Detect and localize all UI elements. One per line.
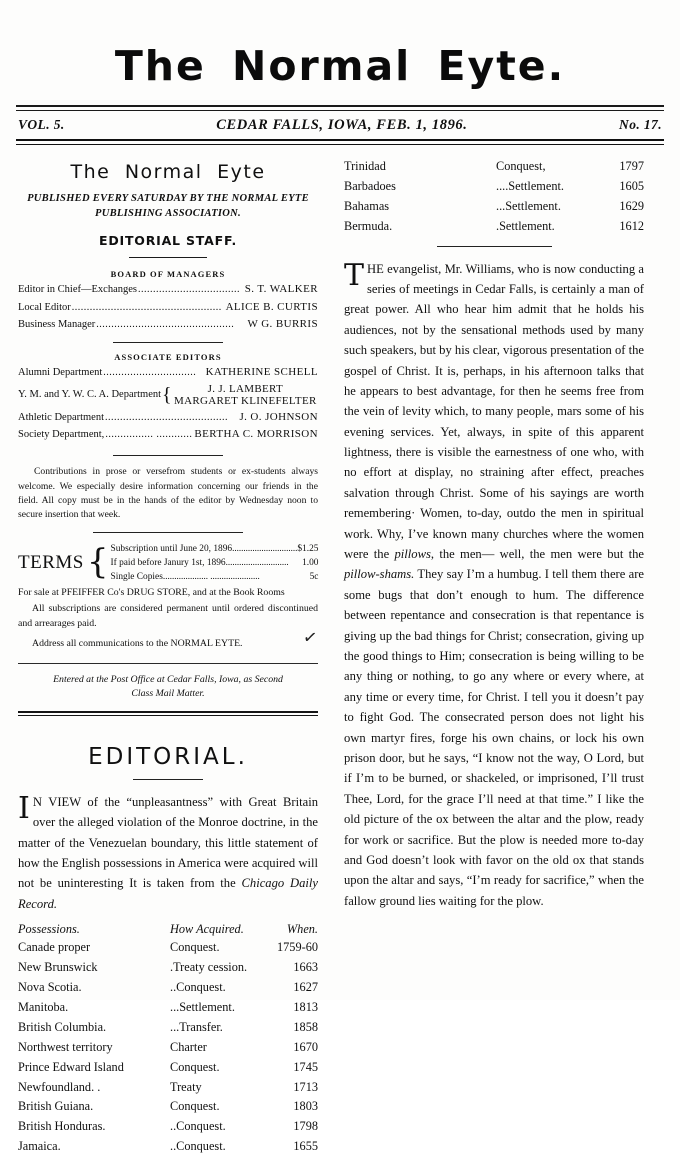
- table-row: [18, 1018, 318, 1038]
- table-row: [18, 1117, 318, 1137]
- place-date: CEDAR FALLS, IOWA, FEB. 1, 1896.: [216, 117, 468, 133]
- staff-divider: [129, 257, 207, 258]
- cell-place: Nova Scotia.: [18, 980, 82, 995]
- editorial-divider: [133, 779, 203, 780]
- staff-name: W G. BURRIS: [247, 317, 318, 330]
- terms-text: If paid before Janury 1st, 1896: [110, 557, 226, 568]
- contributions-divider: [113, 455, 223, 456]
- editorial-section-heading: EDITORIAL.: [88, 743, 248, 770]
- cell-when: 1655: [293, 1139, 318, 1154]
- paper-name-heading: The Normal Eyte: [70, 161, 266, 183]
- leader-dots: ................... ......................: [165, 570, 260, 581]
- table-header-row: [18, 921, 318, 938]
- cell-when: 1803: [293, 1099, 318, 1114]
- address-note: Address all communications to the NORMAL EYTE.: [32, 637, 243, 649]
- article-divider: [437, 246, 552, 247]
- cell-when: 1612: [619, 218, 644, 233]
- article-paragraph: [344, 259, 644, 912]
- possessions-table-continued: [344, 157, 644, 237]
- cell-place: Barbadoes: [344, 178, 396, 193]
- staff-row: [18, 299, 318, 316]
- table-row: [18, 1058, 318, 1078]
- article-text-part-1: HE evangelist, Mr. Williams, who is now conducting a series of meetings in Cedar Falls, is certainly a man of great power. All who hear him admit that he holds his audiences, not by the sensational methods used by many such speakers, but by his clear, vigorous presentation of the gospel of Christ. It is, perhaps, in his afternoon talks that he appears to best advantage, for then he seems free from the vein of levity which, to many people, mars some of his evening services. Yet, always, in spite of this apparent lightness, there is visible the earnestness of one who, with no effort at display, no straining after effect, preaches salvation through Christ. Some of his sayings are worth remembering· Women, to-day, outdo the men in spiritual work. Why, I’ve known many churches where the women were the: [344, 261, 644, 562]
- publication-line-2: PUBLISHING ASSOCIATION.: [95, 208, 241, 220]
- associate-divider: [113, 342, 223, 343]
- postal-entry-line-1: Entered at the Post Office at Cedar Falls, Iowa, as Second: [53, 673, 283, 685]
- cell-when: 1759-60: [277, 940, 318, 955]
- terms-line: [111, 542, 319, 556]
- staff-row: [18, 409, 318, 426]
- terms-line: [111, 570, 319, 584]
- leader-dots: .............................: [232, 542, 298, 553]
- staff-name-group: [173, 383, 318, 408]
- leader-dots: ..............................................: [96, 318, 235, 330]
- cell-how: ...Transfer.: [170, 1019, 223, 1034]
- cell-when: 1813: [293, 1000, 318, 1015]
- publication-statement: [18, 191, 318, 221]
- masthead: [0, 0, 680, 90]
- staff-role: Local Editor: [18, 301, 71, 313]
- terms-lines: [111, 542, 319, 584]
- ymca-staff-row: [18, 383, 318, 408]
- cell-when: 1629: [619, 198, 644, 213]
- postal-entry-line-2: Class Mail Matter.: [131, 688, 205, 700]
- staff-row: [18, 364, 318, 381]
- cell-when: 1745: [293, 1059, 318, 1074]
- staff-name: J. O. JOHNSON: [239, 410, 318, 423]
- table-row: [344, 217, 644, 237]
- editorial-paragraph: [18, 792, 318, 914]
- cell-when: 1663: [293, 960, 318, 975]
- terms-amount: 5c: [309, 571, 319, 582]
- page-title: The Normal Eyte.: [114, 42, 566, 90]
- terms-block: [18, 542, 318, 584]
- staff-role: Athletic Department: [18, 411, 105, 423]
- cell-when: 1670: [293, 1039, 318, 1054]
- entered-rule-bottom: [18, 711, 318, 716]
- cell-how: Conquest,: [496, 159, 546, 174]
- table-header: [18, 921, 318, 938]
- editorial-source: Chicago Daily Record.: [18, 876, 318, 911]
- volume-number: VOL. 5.: [18, 117, 65, 132]
- cell-place: Newfoundland. .: [18, 1079, 101, 1094]
- leader-dots: ...............................: [103, 367, 197, 379]
- cell-place: New Brunswick: [18, 960, 98, 975]
- drop-cap: T: [344, 257, 365, 293]
- terms-label: TERMS: [18, 551, 84, 573]
- table-body: [18, 938, 318, 1157]
- cell-place: British Guiana.: [18, 1099, 94, 1114]
- cell-how: Conquest.: [170, 940, 220, 955]
- cell-how: Treaty: [170, 1079, 202, 1094]
- table-row: [18, 938, 318, 958]
- right-column: [344, 157, 644, 918]
- table-body: [344, 157, 644, 237]
- associate-editors-label: ASSOCIATE EDITORS: [114, 352, 222, 363]
- content-columns: [18, 157, 662, 1157]
- cell-place: British Honduras.: [18, 1119, 106, 1134]
- cell-place: Trinidad: [344, 159, 386, 174]
- brace-icon: {: [86, 541, 109, 582]
- possessions-table: [18, 921, 318, 1157]
- terms-line: [111, 556, 319, 570]
- subscriptions-note: All subscriptions are considered permanent until ordered discontinued and arrearages paid.: [18, 603, 318, 630]
- drop-cap: I: [18, 790, 30, 826]
- brace-icon: {: [162, 384, 172, 407]
- staff-name: KATHERINE SCHELL: [205, 366, 318, 379]
- staff-name: S. T. WALKER: [244, 283, 318, 296]
- editorial-body-text: N VIEW of the “unpleasantness” with Great Britain over the alleged violation of the Monroe doctrine, in the matter of the Venezuelan boundary, this little statement of how the English possessions in America were acquired will not be uninteresting It is taken from the: [18, 794, 318, 891]
- staff-row: [18, 316, 318, 333]
- board-of-managers-label: BOARD OF MANAGERS: [110, 269, 226, 280]
- staff-role: Alumni Department: [18, 367, 103, 379]
- publication-line-1: PUBLISHED EVERY SATURDAY BY THE NORMAL EYTE: [27, 193, 309, 204]
- terms-amount: 1.00: [302, 557, 319, 568]
- cell-when: 1605: [619, 178, 644, 193]
- staff-row: [18, 281, 318, 298]
- staff-name: J. J. LAMBERT: [207, 382, 283, 395]
- cell-when: 1798: [293, 1119, 318, 1134]
- column-header-how-acquired: How Acquired.: [170, 922, 244, 937]
- leader-dots: ..................................: [137, 284, 240, 296]
- staff-name: BERTHA C. MORRISON: [194, 428, 318, 441]
- cell-how: .Treaty cession.: [170, 960, 248, 975]
- checkmark-annotation: ✓: [301, 627, 319, 648]
- staff-name: MARGARET KLINEFELTER: [174, 395, 317, 408]
- cell-how: ....Settlement.: [496, 178, 564, 193]
- staff-role: Society Department,: [18, 429, 105, 441]
- article-emphasis-pillow-shams: pillow-shams.: [344, 567, 415, 582]
- cell-place: British Columbia.: [18, 1019, 107, 1034]
- cell-place: Manitoba.: [18, 1000, 69, 1015]
- column-header-possessions: Possessions.: [18, 922, 80, 937]
- terms-text: Single Copies.: [110, 571, 166, 582]
- cell-when: 1627: [293, 980, 318, 995]
- table-row: [344, 197, 644, 217]
- staff-name: ALICE B. CURTIS: [225, 300, 318, 313]
- left-column: [18, 157, 318, 1157]
- article-text-part-2: , the men— well, the men were but the: [430, 547, 645, 562]
- masthead-rule-top: [16, 105, 664, 111]
- postal-entry-notice: [18, 664, 318, 711]
- terms-text: Subscription until June 20, 1896: [110, 543, 233, 554]
- leader-dots: ............................: [225, 556, 289, 567]
- terms-divider: [93, 532, 243, 533]
- table-row: [18, 1077, 318, 1097]
- cell-when: 1858: [293, 1019, 318, 1034]
- cell-place: Northwest territory: [18, 1039, 113, 1054]
- leader-dots: ..................................................: [71, 301, 222, 313]
- table-row: [18, 958, 318, 978]
- staff-role: Y. M. and Y. W. C. A. Department: [18, 389, 162, 401]
- article-emphasis-pillows: pillows: [394, 547, 431, 562]
- article-text-part-3: They say I’m a humbug. I tell them there are some bugs that don’t enough to hum. The difference between repentance and consecration is that repentance is giving up the bad things for Christ; consecration, giving up the good things to Him; consecration is being willing to be any thing or nothing, to go any where or every where, at any time or every time, for Christ. I tell you it doesn’t pay to fight God. The consecrated person does not light his own martyr fires, forge his own chains, or lock his own prison door, but he says, “I know not the way, O Lord, but if I’m to be burned, or shackeled, or imprisoned, I’ll trust Thee, Lord, for the grace I’ll need at that time.” I like the old picture of the ox between the altar and the plow, ready for work or sacrifice. But the plow is needed more to-day and God doesn’t look with favor on the old ox that stands upon the altar and says, “I’m ready for sacrifice,” when the fallow ground lies waiting for the plow.: [344, 567, 644, 908]
- cell-place: Bahamas: [344, 198, 390, 213]
- cell-place: Jamaica.: [18, 1139, 61, 1154]
- leader-dots: ................ ............: [105, 429, 193, 441]
- table-row: [344, 177, 644, 197]
- table-row: [18, 978, 318, 998]
- staff-row: [18, 426, 318, 443]
- table-row: [18, 998, 318, 1018]
- cell-place: Prince Edward Island: [18, 1059, 124, 1074]
- cell-how: ...Settlement.: [170, 1000, 235, 1015]
- staff-role: Editor in Chief—Exchanges: [18, 284, 137, 296]
- contributions-note: Contributions in prose or versefrom students or ex-students always welcome. We especially desire information concerning our friends in the field. All copy must be in the hands of the editor by Wednesday noon to secure insertion that week.: [18, 466, 318, 521]
- cell-when: 1713: [293, 1079, 318, 1094]
- table-row: [344, 157, 644, 177]
- cell-place: Bermuda.: [344, 218, 393, 233]
- staff-role: Business Manager: [18, 318, 96, 330]
- column-header-when: When.: [286, 922, 318, 937]
- for-sale-note: For sale at PFEIFFER Co's DRUG STORE, and at the Book Rooms: [18, 586, 285, 598]
- cell-how: Charter: [170, 1039, 207, 1054]
- leader-dots: .........................................: [105, 411, 229, 423]
- table-row: [18, 1097, 318, 1117]
- cell-when: 1797: [619, 159, 644, 174]
- cell-place: Canade proper: [18, 940, 91, 955]
- table-row: [18, 1137, 318, 1157]
- terms-amount: $1.25: [297, 543, 319, 554]
- cell-how: Conquest.: [170, 1099, 220, 1114]
- cell-how: ..Conquest.: [170, 1119, 226, 1134]
- volume-bar: [18, 117, 662, 134]
- editorial-staff-heading: EDITORIAL STAFF.: [98, 233, 237, 249]
- cell-how: ..Conquest.: [170, 980, 226, 995]
- table-row: [18, 1038, 318, 1058]
- cell-how: Conquest.: [170, 1059, 220, 1074]
- cell-how: ...Settlement.: [496, 198, 561, 213]
- issue-number: No. 17.: [619, 117, 662, 132]
- masthead-rule-bottom: [16, 139, 664, 145]
- cell-how: .Settlement.: [496, 218, 555, 233]
- cell-how: ..Conquest.: [170, 1139, 226, 1154]
